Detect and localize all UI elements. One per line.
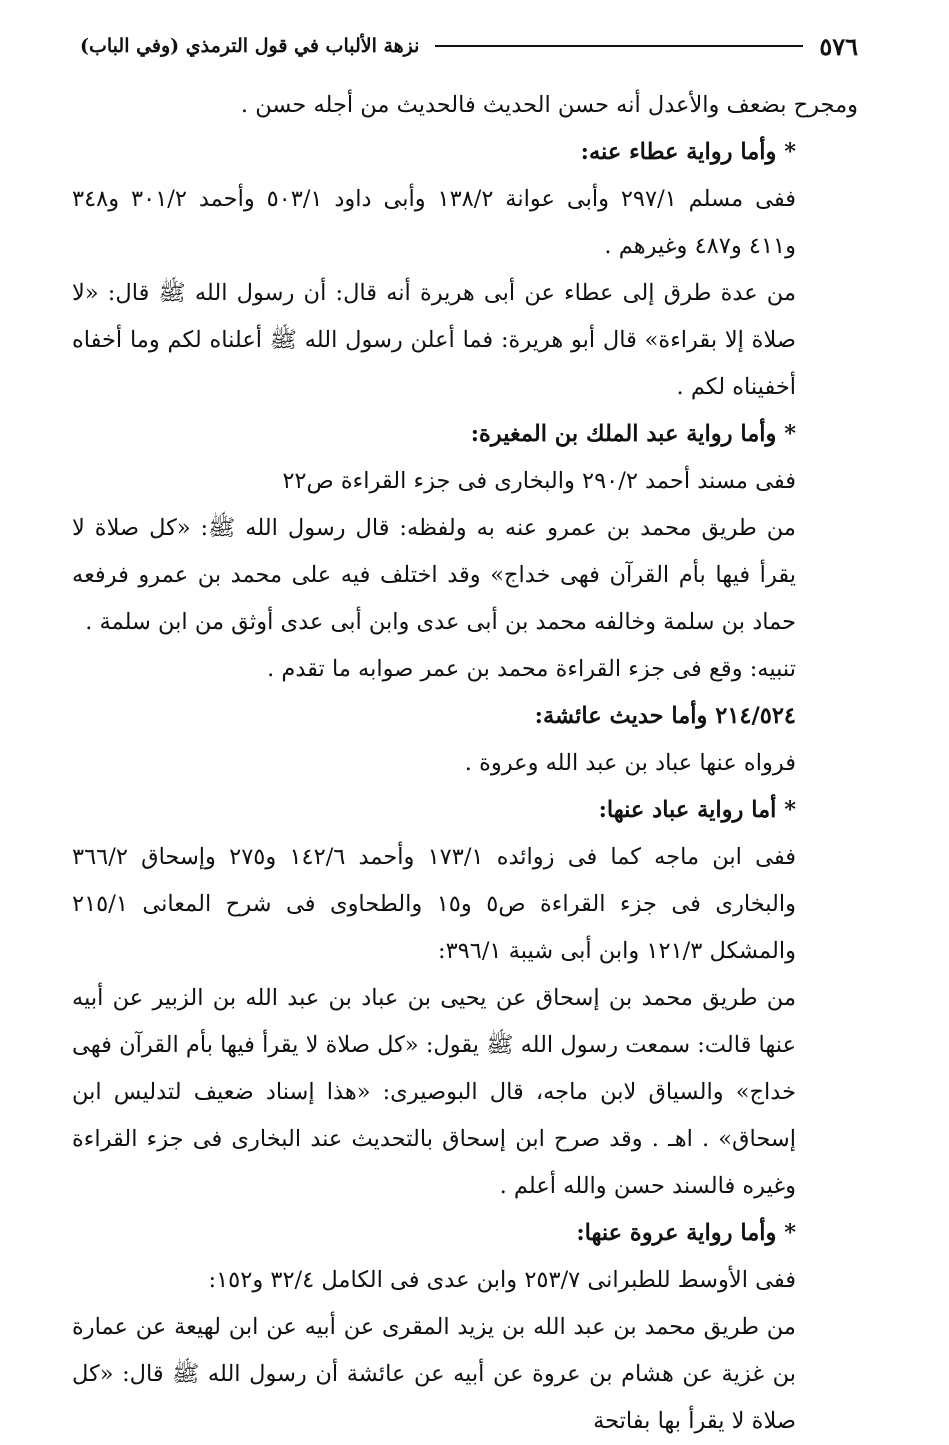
page-body [72, 82, 858, 1445]
header-rule [435, 45, 803, 47]
page-header [80, 28, 858, 64]
paragraph-3: ففى مسلم ٢٩٧/١ وأبى عوانة ١٣٨/٢ وأبى داود ٥٠٣/١ وأحمد ٣٠١/٢ و٣٤٨ و٤١١ و٤٨٧ وغيرهم . [72, 186, 796, 259]
note-paragraph: تنبيه: وقع فى جزء القراءة محمد بن عمر صوابه ما تقدم . [267, 656, 796, 682]
paragraph-12: ففى ابن ماجه كما فى زوائده ١٧٣/١ وأحمد ١٤٢/٦ و٢٧٥ وإسحاق ٣٦٦/٢ والبخارى فى جزء القراءة ص٥ و١٥ والطحاوى فى شرح المعانى ٢١٥/١ والمشكل ١٢١/٣ وابن أبى شيبة ٣٩٦/١: [72, 844, 796, 964]
paragraph-6: ففى مسند أحمد ٢٩٠/٢ والبخارى فى جزء القراءة ص٢٢ [282, 468, 796, 494]
section-heading-abdulmalik: * وأما رواية عبد الملك بن المغيرة: [470, 421, 796, 447]
paragraph-13: من طريق محمد بن إسحاق عن يحيى بن عباد بن عبد الله بن الزبير عن أبيه عنها قالت: سمعت رسول الله ﷺ يقول: «كل صلاة لا يقرأ فيها بأم القرآن فهى خداج» والسياق لابن ماجه، قال البوصيرى: «هذا إسناد ضعيف لتدليس ابن إسحاق» . اهـ . وقد صرح ابن إسحاق بالتحديث عند البخارى فى جزء القراءة وغيره فالسند حسن والله أعلم . [72, 985, 796, 1199]
section-heading-abbad: * أما رواية عباد عنها: [598, 797, 796, 823]
section-heading-urwa: * وأما رواية عروة عنها: [576, 1220, 796, 1246]
paragraph-4: من عدة طرق إلى عطاء عن أبى هريرة أنه قال: أن رسول الله ﷺ قال: «لا صلاة إلا بقراءة» قال أبو هريرة: فما أعلن رسول الله ﷺ أعلناه لكم وما أخفاه أخفيناه لكم . [72, 280, 796, 400]
paragraph-10: فرواه عنها عباد بن عبد الله وعروة . [464, 750, 796, 776]
paragraph-15: ففى الأوسط للطبرانى ٢٥٣/٧ وابن عدى فى الكامل ٣٢/٤ و١٥٢: [208, 1267, 796, 1293]
section-heading-ata: * وأما رواية عطاء عنه: [580, 139, 796, 165]
paragraph-1: ومجرح بضعف والأعدل أنه حسن الحديث فالحديث من أجله حسن . [240, 92, 858, 118]
paragraph-7: من طريق محمد بن عمرو عنه به ولفظه: قال رسول الله ﷺ: «كل صلاة لا يقرأ فيها بأم القرآن فهى خداج» وقد اختلف فيه على محمد بن عمرو فرفعه حماد بن سلمة وخالفه محمد بن أبى عدى وابن أبى عدى أوثق من ابن سلمة . [72, 515, 796, 635]
paragraph-16: من طريق محمد بن عبد الله بن يزيد المقرى عن أبيه عن ابن لهيعة عن عمارة بن غزية عن هشام بن عروة عن أبيه عن عائشة أن رسول الله ﷺ قال: «كل صلاة لا يقرأ بها بفاتحة [72, 1314, 796, 1434]
running-title: نزهة الألباب في قول الترمذي (وفي الباب) [80, 35, 420, 57]
page-number: ٥٧٦ [819, 31, 858, 61]
section-heading-aisha: ٢١٤/٥٢٤ وأما حديث عائشة: [534, 703, 796, 729]
